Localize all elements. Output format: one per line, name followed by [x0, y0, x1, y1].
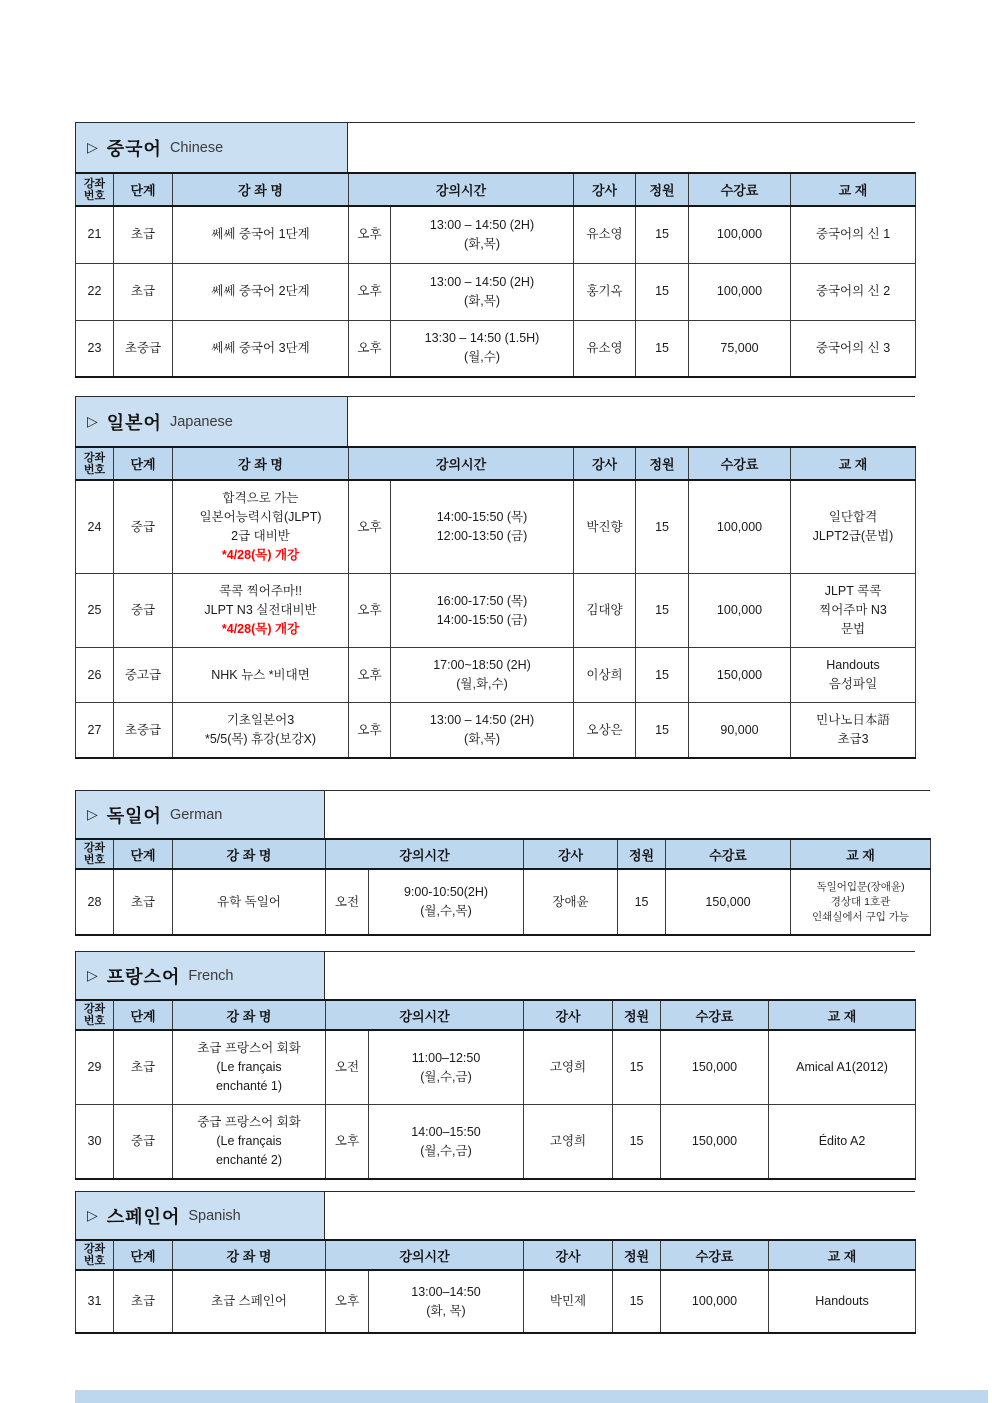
cell-instructor: 박진향: [574, 480, 636, 574]
cell-textbook: [791, 574, 916, 648]
cell-level: 초중급: [114, 703, 173, 759]
header-course-name: 강 좌 명: [173, 173, 349, 206]
table-header-row: [76, 173, 916, 206]
section-title-english: Chinese: [169, 139, 224, 156]
textbook-line: 찍어주마 N3: [819, 603, 887, 617]
course-name-line: 합격으로 가는: [222, 491, 299, 505]
table-body: [76, 480, 916, 758]
cell-time: [391, 480, 574, 574]
cell-time: [369, 1030, 524, 1105]
textbook-line: 음성파일: [828, 677, 878, 691]
header-fee: 수강료: [666, 839, 791, 869]
cell-instructor: 유소영: [574, 320, 636, 377]
header-level: 단계: [114, 1240, 173, 1270]
cell-level: 초급: [114, 869, 173, 935]
section-title-spacer: [325, 1191, 915, 1239]
cell-fee: 150,000: [666, 869, 791, 935]
cell-course-no: 29: [76, 1030, 114, 1105]
cell-textbook: [769, 1030, 916, 1105]
course-name-line: 2급 대비반: [231, 529, 290, 543]
cell-fee: 90,000: [689, 703, 791, 759]
section-title-english: German: [169, 806, 223, 823]
header-instructor: 강사: [524, 1240, 613, 1270]
course-table: [75, 172, 916, 378]
cell-fee: 100,000: [661, 1270, 769, 1333]
course-row: [76, 480, 916, 574]
cell-time: [391, 703, 574, 759]
cell-course-no: 24: [76, 480, 114, 574]
cell-capacity: 15: [636, 703, 689, 759]
cell-time-ampm: 오후: [349, 574, 391, 648]
course-row: [76, 869, 931, 935]
header-fee: 수강료: [661, 1240, 769, 1270]
table-body: [76, 869, 931, 935]
header-course-name: 강 좌 명: [173, 839, 326, 869]
time-line: 11:00–12:50: [411, 1050, 481, 1065]
section-title-row: [75, 790, 930, 838]
header-course-no-line2: 번호: [83, 1255, 106, 1267]
course-name-line: 유학 독일어: [217, 894, 281, 909]
header-course-no: [76, 1000, 114, 1030]
time-line: (월,수,금): [420, 1069, 472, 1084]
header-course-no-line2: 번호: [83, 1015, 106, 1027]
cell-capacity: 15: [613, 1270, 661, 1333]
section-title-spacer: [348, 122, 915, 172]
cell-course-name: [173, 574, 349, 648]
time-line: 14:00-15:50 (목): [436, 510, 528, 524]
cell-instructor: 장애윤: [524, 869, 618, 935]
cell-capacity: 15: [613, 1105, 661, 1180]
section-title-spacer: [325, 951, 915, 999]
course-name-line: JLPT N3 실전대비반: [204, 603, 317, 617]
textbook-line: Édito A2: [818, 1134, 866, 1148]
header-time: 강의시간: [349, 173, 574, 206]
cell-level: 중급: [114, 1105, 173, 1180]
header-time: 강의시간: [326, 1000, 524, 1030]
header-time: 강의시간: [326, 1240, 524, 1270]
time-line: 14:00–15:50: [411, 1124, 481, 1139]
cell-time: [391, 320, 574, 377]
course-tables: [75, 122, 930, 1334]
textbook-line: Amical A1(2012): [796, 1060, 888, 1074]
cell-textbook: [791, 648, 916, 703]
cell-textbook: [791, 206, 916, 263]
textbook-line: 인쇄실에서 구입 가능: [811, 910, 910, 923]
header-course-no-line1: 강좌: [83, 1003, 106, 1015]
course-name-line: 기초일본어3: [226, 713, 295, 727]
cell-fee: 150,000: [661, 1030, 769, 1105]
section-title-row: [75, 122, 915, 172]
cell-fee: 150,000: [661, 1105, 769, 1180]
table-body: [76, 206, 916, 377]
header-capacity: 정원: [618, 839, 666, 869]
section-title-row: [75, 951, 915, 999]
course-name-line: enchanté 1): [215, 1079, 283, 1093]
cell-fee: 75,000: [689, 320, 791, 377]
cell-capacity: 15: [613, 1030, 661, 1105]
textbook-line: JLPT 콕콕: [824, 584, 882, 598]
triangle-bullet-icon: ▷: [87, 1207, 98, 1223]
course-row: [76, 1270, 916, 1333]
header-capacity: 정원: [636, 173, 689, 206]
cell-time: [369, 1270, 524, 1333]
textbook-line: 독일어입문(장애윤): [816, 880, 905, 893]
cell-fee: 100,000: [689, 206, 791, 263]
cell-time-ampm: 오후: [349, 206, 391, 263]
header-textbook: 교 재: [769, 1240, 916, 1270]
cell-time-ampm: 오후: [349, 703, 391, 759]
header-instructor: 강사: [524, 839, 618, 869]
cell-course-no: 30: [76, 1105, 114, 1180]
section-french: [75, 951, 915, 1180]
header-level: 단계: [114, 1000, 173, 1030]
textbook-line: Handouts: [826, 658, 880, 672]
cell-course-name: [173, 1270, 326, 1333]
textbook-line: 초급3: [837, 732, 869, 746]
header-course-name: 강 좌 명: [173, 1240, 326, 1270]
header-course-no: [76, 447, 114, 480]
header-time: 강의시간: [349, 447, 574, 480]
section-title-spacer: [325, 790, 930, 838]
time-line: 13:00 – 14:50 (2H): [429, 274, 535, 289]
cell-course-no: 26: [76, 648, 114, 703]
cell-course-name: [173, 480, 349, 574]
course-table: [75, 838, 931, 936]
course-row: [76, 1105, 916, 1180]
section-title-korean: 독일어: [106, 805, 162, 826]
table-header-row: [76, 1000, 916, 1030]
header-instructor: 강사: [574, 173, 636, 206]
cell-textbook: [791, 320, 916, 377]
cell-course-name: [173, 263, 349, 320]
cell-capacity: 15: [618, 869, 666, 935]
header-fee: 수강료: [689, 173, 791, 206]
cell-time: [391, 263, 574, 320]
textbook-line: 경상대 1호관: [830, 895, 891, 908]
course-row: [76, 1030, 916, 1105]
cell-instructor: 오상은: [574, 703, 636, 759]
course-row: [76, 206, 916, 263]
cell-textbook: [769, 1270, 916, 1333]
textbook-line: 중국어의 신 2: [815, 284, 891, 298]
cell-fee: 100,000: [689, 480, 791, 574]
header-instructor: 강사: [574, 447, 636, 480]
header-level: 단계: [114, 839, 173, 869]
cell-fee: 150,000: [689, 648, 791, 703]
table-head: [76, 447, 916, 480]
time-line: (화,목): [464, 293, 500, 308]
header-textbook: 교 재: [791, 447, 916, 480]
header-course-no-line2: 번호: [83, 854, 106, 866]
course-name-line: 초급 스페인어: [211, 1294, 287, 1308]
course-table: [75, 1239, 916, 1334]
cell-level: 중급: [114, 574, 173, 648]
cell-time-ampm: 오후: [326, 1270, 369, 1333]
cell-course-name: [173, 320, 349, 377]
section-title-korean: 중국어: [106, 138, 162, 159]
header-level: 단계: [114, 173, 173, 206]
cell-time-ampm: 오후: [326, 1105, 369, 1180]
header-course-name: 강 좌 명: [173, 447, 349, 480]
textbook-line: 일단합격: [828, 510, 878, 524]
cell-capacity: 15: [636, 320, 689, 377]
course-name-line: 쎄쎄 중국어 2단계: [211, 284, 310, 298]
section-german: [75, 790, 930, 936]
header-capacity: 정원: [613, 1000, 661, 1030]
course-name-line: 일본어능력시험(JLPT): [199, 510, 322, 524]
triangle-bullet-icon: ▷: [87, 967, 98, 983]
partial-next-section-bar: [75, 1390, 988, 1403]
cell-course-name: [173, 648, 349, 703]
time-line: (월,수,금): [420, 1143, 472, 1158]
cell-level: 초급: [114, 263, 173, 320]
section-spanish: [75, 1191, 915, 1334]
header-course-no-line1: 강좌: [83, 451, 106, 464]
cell-instructor: 홍기옥: [574, 263, 636, 320]
header-course-no-line2: 번호: [83, 189, 106, 202]
course-name-line: *5/5(목) 휴강(보강X): [204, 732, 317, 746]
header-textbook: 교 재: [791, 839, 931, 869]
header-textbook: 교 재: [769, 1000, 916, 1030]
time-line: 9:00-10:50(2H): [403, 885, 489, 899]
time-line: 12:00-13:50 (금): [436, 529, 528, 543]
cell-course-name: [173, 206, 349, 263]
section-title-row: [75, 1191, 915, 1239]
course-table: [75, 999, 916, 1180]
textbook-line: 중국어의 신 3: [815, 340, 891, 355]
section-chinese: [75, 122, 915, 378]
cell-time: [391, 206, 574, 263]
cell-capacity: 15: [636, 574, 689, 648]
header-course-no-line1: 강좌: [83, 842, 106, 854]
time-line: (월,화,수): [456, 677, 508, 691]
cell-course-no: 23: [76, 320, 114, 377]
course-name-line: NHK 뉴스 *비대면: [211, 667, 310, 682]
header-instructor: 강사: [524, 1000, 613, 1030]
course-row: [76, 263, 916, 320]
cell-level: 초급: [114, 1030, 173, 1105]
cell-course-no: 27: [76, 703, 114, 759]
textbook-line: Handouts: [815, 1294, 869, 1308]
header-capacity: 정원: [636, 447, 689, 480]
section-japanese: [75, 396, 915, 759]
table-head: [76, 173, 916, 206]
course-row: [76, 320, 916, 377]
course-table: [75, 446, 916, 759]
time-line: (화,목): [464, 236, 500, 251]
cell-instructor: 김대양: [574, 574, 636, 648]
cell-course-no: 21: [76, 206, 114, 263]
cell-fee: 100,000: [689, 574, 791, 648]
cell-time: [369, 1105, 524, 1180]
cell-instructor: 고영희: [524, 1030, 613, 1105]
cell-course-no: 28: [76, 869, 114, 935]
table-head: [76, 1240, 916, 1270]
section-title-korean: 스페인어: [106, 1206, 181, 1227]
course-row: [76, 648, 916, 703]
triangle-bullet-icon: ▷: [87, 806, 98, 822]
header-course-no-line1: 강좌: [83, 1243, 106, 1255]
cell-level: 중급: [114, 480, 173, 574]
header-course-no: [76, 839, 114, 869]
cell-course-name: [173, 869, 326, 935]
cell-level: 초급: [114, 1270, 173, 1333]
cell-course-no: 25: [76, 574, 114, 648]
section-title: [75, 951, 325, 999]
time-line: 16:00-17:50 (목): [436, 593, 528, 608]
textbook-line: JLPT2급(문법): [812, 529, 894, 543]
time-line: (화,목): [464, 732, 500, 746]
time-line: 13:00 – 14:50 (2H): [429, 713, 535, 727]
header-level: 단계: [114, 447, 173, 480]
section-title: [75, 790, 325, 838]
cell-instructor: 이상희: [574, 648, 636, 703]
cell-capacity: 15: [636, 648, 689, 703]
cell-course-no: 22: [76, 263, 114, 320]
cell-capacity: 15: [636, 480, 689, 574]
section-title: [75, 396, 348, 446]
cell-time-ampm: 오후: [349, 320, 391, 377]
cell-instructor: 박민제: [524, 1270, 613, 1333]
cell-textbook: [791, 869, 931, 935]
cell-time: [391, 648, 574, 703]
cell-instructor: 고영희: [524, 1105, 613, 1180]
cell-course-no: 31: [76, 1270, 114, 1333]
cell-time-ampm: 오후: [349, 648, 391, 703]
textbook-line: 문법: [840, 622, 866, 636]
cell-capacity: 15: [636, 206, 689, 263]
cell-course-name: [173, 1030, 326, 1105]
triangle-bullet-icon: ▷: [87, 139, 98, 155]
cell-textbook: [791, 480, 916, 574]
table-head: [76, 1000, 916, 1030]
cell-time: [391, 574, 574, 648]
open-date-note: *4/28(목) 개강: [221, 622, 300, 636]
section-title-row: [75, 396, 915, 446]
time-line: 13:30 – 14:50 (1.5H): [424, 331, 540, 346]
course-name-line: 쎄쎄 중국어 3단계: [211, 340, 310, 355]
open-date-note: *4/28(목) 개강: [221, 548, 300, 562]
section-title-spacer: [348, 396, 915, 446]
course-row: [76, 574, 916, 648]
cell-course-name: [173, 1105, 326, 1180]
course-name-line: 콕콕 찍어주마!!: [219, 584, 302, 598]
table-head: [76, 839, 931, 869]
header-textbook: 교 재: [791, 173, 916, 206]
section-title: [75, 1191, 325, 1239]
cell-time-ampm: 오전: [326, 869, 369, 935]
time-line: (화, 목): [426, 1303, 466, 1318]
cell-level: 초급: [114, 206, 173, 263]
time-line: 17:00~18:50 (2H): [433, 658, 531, 672]
cell-time-ampm: 오전: [326, 1030, 369, 1105]
table-header-row: [76, 839, 931, 869]
header-time: 강의시간: [326, 839, 524, 869]
section-title-english: French: [188, 967, 234, 984]
cell-textbook: [791, 703, 916, 759]
table-body: [76, 1030, 916, 1179]
section-title-english: Japanese: [169, 413, 233, 430]
header-course-no-line1: 강좌: [83, 177, 106, 190]
course-name-line: 초급 프랑스어 회화: [197, 1041, 301, 1055]
time-line: (월,수,목): [420, 904, 472, 918]
course-name-line: (Le français: [216, 1060, 282, 1074]
cell-time: [369, 869, 524, 935]
header-capacity: 정원: [613, 1240, 661, 1270]
table-header-row: [76, 1240, 916, 1270]
header-course-name: 강 좌 명: [173, 1000, 326, 1030]
textbook-line: 중국어의 신 1: [815, 227, 891, 242]
header-course-no-line2: 번호: [83, 463, 106, 476]
header-fee: 수강료: [661, 1000, 769, 1030]
course-name-line: 쎄쎄 중국어 1단계: [211, 227, 310, 242]
time-line: 14:00-15:50 (금): [436, 612, 528, 627]
cell-course-name: [173, 703, 349, 759]
cell-fee: 100,000: [689, 263, 791, 320]
cell-capacity: 15: [636, 263, 689, 320]
time-line: 13:00 – 14:50 (2H): [429, 217, 535, 232]
cell-level: 중고급: [114, 648, 173, 703]
cell-instructor: 유소영: [574, 206, 636, 263]
section-title-korean: 프랑스어: [106, 966, 181, 987]
course-row: [76, 703, 916, 759]
table-body: [76, 1270, 916, 1333]
section-title: [75, 122, 348, 172]
header-fee: 수강료: [689, 447, 791, 480]
table-header-row: [76, 447, 916, 480]
header-course-no: [76, 1240, 114, 1270]
time-line: 13:00–14:50: [411, 1284, 481, 1299]
cell-time-ampm: 오후: [349, 263, 391, 320]
section-title-english: Spanish: [188, 1207, 241, 1224]
time-line: (월,수): [464, 350, 500, 365]
header-course-no: [76, 173, 114, 206]
course-name-line: 중급 프랑스어 회화: [197, 1115, 301, 1129]
cell-time-ampm: 오후: [349, 480, 391, 574]
cell-level: 초중급: [114, 320, 173, 377]
course-name-line: enchanté 2): [215, 1153, 283, 1167]
cell-textbook: [791, 263, 916, 320]
cell-textbook: [769, 1105, 916, 1180]
textbook-line: 민나노日本語: [816, 713, 890, 727]
triangle-bullet-icon: ▷: [87, 413, 98, 429]
course-name-line: (Le français: [216, 1134, 282, 1148]
section-title-korean: 일본어: [106, 412, 162, 433]
